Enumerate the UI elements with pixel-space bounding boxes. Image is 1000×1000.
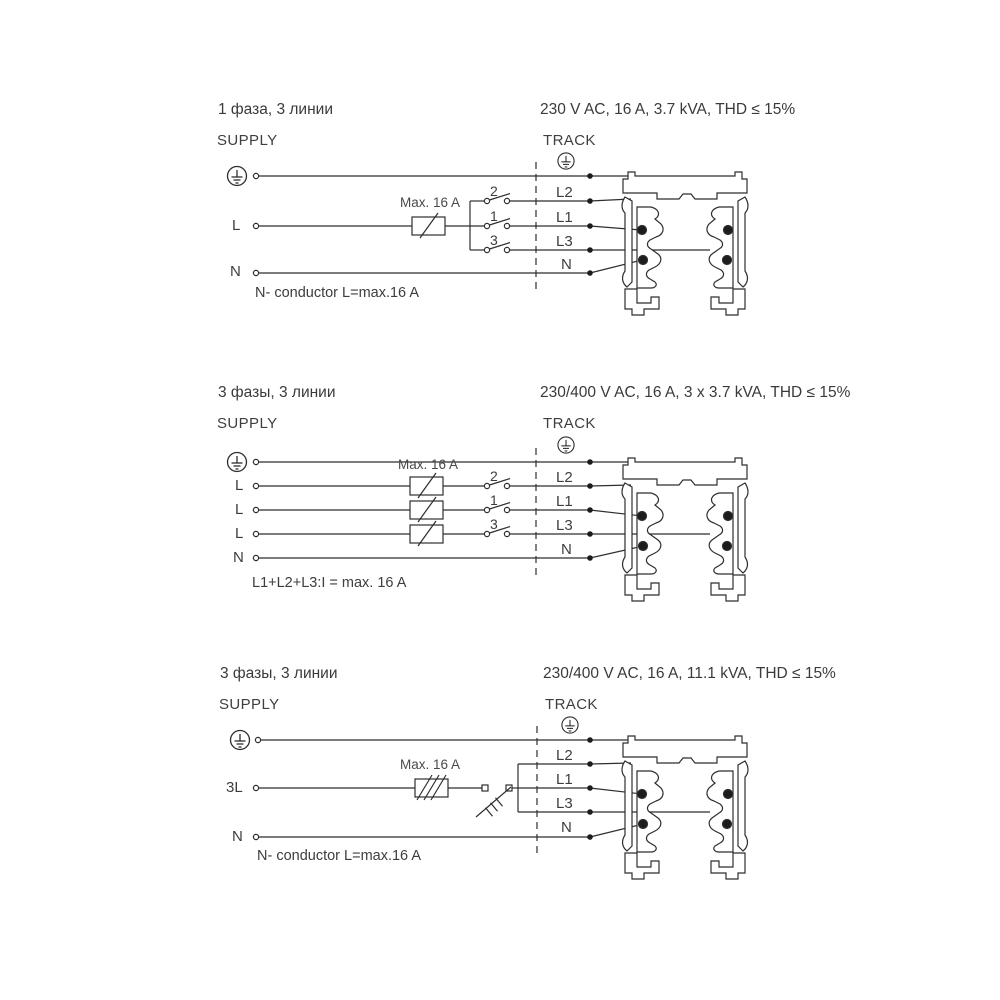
earth-ground-icon <box>558 153 574 169</box>
diagram1-title: 1 фаза, 3 линии <box>218 101 333 118</box>
switch-number: 3 <box>490 232 498 248</box>
earth-ground-icon <box>558 437 574 453</box>
diagram2-note: L1+L2+L3:I = max. 16 A <box>252 575 407 591</box>
conductor-label-L2: L2 <box>556 469 573 486</box>
fuse-icon <box>412 213 445 238</box>
diagram1-rating: 230 V AC, 16 A, 3.7 kVA, THD ≤ 15% <box>540 101 796 118</box>
fuse-icon <box>410 521 443 546</box>
conductor-label-N: N <box>561 819 572 836</box>
conductor-label-N: N <box>561 541 572 558</box>
switch-number: 3 <box>490 516 498 532</box>
track-cross-section <box>622 736 748 879</box>
terminal-label-N: N <box>230 263 241 280</box>
supply-heading: SUPPLY <box>219 696 280 713</box>
fuse-rating-label: Max. 16 A <box>400 195 461 210</box>
fuse-rating-label: Max. 16 A <box>400 757 461 772</box>
diagram2-title: 3 фазы, 3 линии <box>218 384 336 401</box>
earth-ground-icon <box>228 453 247 472</box>
switch-number: 1 <box>490 492 498 508</box>
switch-number: 2 <box>490 183 498 199</box>
diagram3-note: N- conductor L=max.16 A <box>257 848 422 864</box>
fuse-rating-label: Max. 16 A <box>398 457 459 472</box>
earth-ground-icon <box>562 717 578 733</box>
fuse-icon <box>410 497 443 522</box>
conductor-label-L1: L1 <box>556 771 573 788</box>
switch-number: 2 <box>490 468 498 484</box>
diagram3-rating: 230/400 V AC, 16 A, 11.1 kVA, THD ≤ 15% <box>543 665 836 682</box>
terminal-label-L: L <box>235 525 244 542</box>
terminal-label-L: L <box>235 501 244 518</box>
diagram1-note: N- conductor L=max.16 A <box>255 285 420 301</box>
switch-number: 1 <box>490 208 498 224</box>
terminal-label-N: N <box>232 828 243 845</box>
earth-ground-icon <box>231 731 250 750</box>
diagram3-title: 3 фазы, 3 линии <box>220 665 338 682</box>
conductor-label-L3: L3 <box>556 233 573 250</box>
terminal-label-3L: 3L <box>226 779 243 796</box>
track-heading: TRACK <box>545 696 598 713</box>
terminal-label-L: L <box>235 477 244 494</box>
track-cross-section <box>622 172 748 315</box>
diagram2-rating: 230/400 V AC, 16 A, 3 x 3.7 kVA, THD ≤ 15% <box>540 384 851 401</box>
supply-heading: SUPPLY <box>217 132 278 149</box>
switch-icon <box>476 785 512 817</box>
conductor-label-L1: L1 <box>556 209 573 226</box>
fuse-icon <box>415 775 448 800</box>
track-heading: TRACK <box>543 415 596 432</box>
conductor-label-L2: L2 <box>556 747 573 764</box>
terminal-label-N: N <box>233 549 244 566</box>
track-cross-section <box>622 458 748 601</box>
supply-heading: SUPPLY <box>217 415 278 432</box>
conductor-label-N: N <box>561 256 572 273</box>
conductor-label-L3: L3 <box>556 795 573 812</box>
track-heading: TRACK <box>543 132 596 149</box>
conductor-label-L1: L1 <box>556 493 573 510</box>
earth-ground-icon <box>228 167 247 186</box>
terminal-label-L: L <box>232 217 241 234</box>
conductor-label-L2: L2 <box>556 184 573 201</box>
fuse-icon <box>410 473 443 498</box>
conductor-label-L3: L3 <box>556 517 573 534</box>
